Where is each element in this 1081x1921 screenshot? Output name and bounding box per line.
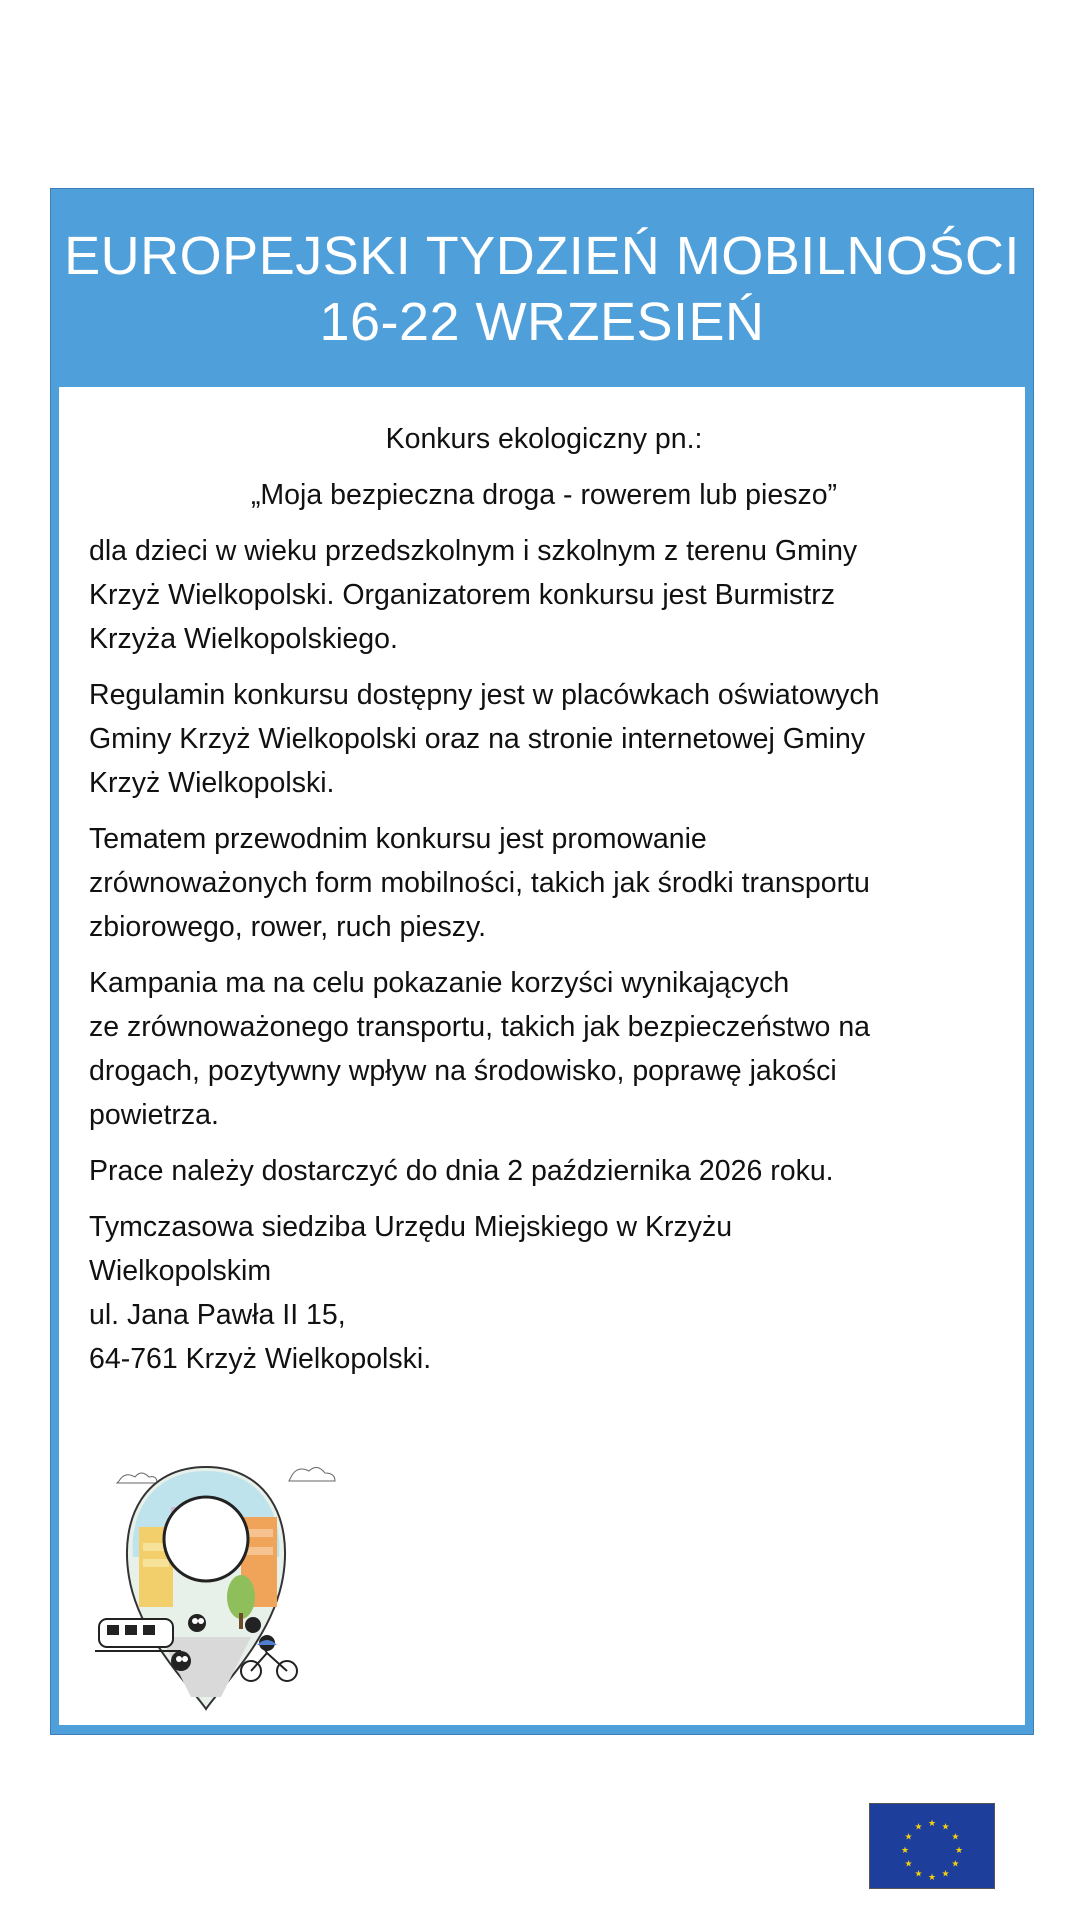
svg-text:★: ★ <box>900 1846 910 1856</box>
text-line: Regulamin konkursu dostępny jest w placówkach oświatowych <box>89 679 880 711</box>
contest-intro: Konkurs ekologiczny pn.: <box>385 423 703 455</box>
title-line-1: EUROPEJSKI TYDZIEŃ MOBILNOŚCI <box>64 226 1020 286</box>
svg-text:★: ★ <box>904 1832 913 1843</box>
text-line: Gminy Krzyż Wielkopolski oraz na stronie internetowej Gminy <box>89 723 866 755</box>
text-line: Krzyż Wielkopolski. Organizatorem konkursu jest Burmistrz <box>89 579 835 611</box>
title-line-2: 16-22 WRZESIEŃ <box>319 292 765 352</box>
address-line: ul. Jana Pawła II 15, <box>89 1299 346 1331</box>
text-line: Tematem przewodnim konkursu jest promowanie <box>89 823 707 855</box>
address-line: Tymczasowa siedziba Urzędu Miejskiego w Krzyżu <box>89 1211 733 1243</box>
svg-text:★: ★ <box>951 1832 960 1843</box>
text-line: ze zrównoważonego transportu, takich jak bezpieczeństwo na <box>89 1011 871 1043</box>
address-line: 64-761 Krzyż Wielkopolski. <box>89 1343 432 1375</box>
text-line: drogach, pozytywny wpływ na środowisko, poprawę jakości <box>89 1055 837 1087</box>
paragraph-participants <box>89 529 999 661</box>
svg-text:★: ★ <box>904 1859 913 1870</box>
paragraph-deadline <box>89 1149 999 1193</box>
text-line: zbiorowego, rower, ruch pieszy. <box>89 911 487 943</box>
eu-flag-icon <box>869 1803 995 1889</box>
svg-text:★: ★ <box>941 1869 950 1880</box>
svg-text:★: ★ <box>914 1822 923 1833</box>
svg-text:★: ★ <box>927 1873 937 1883</box>
text-line: powietrza. <box>89 1099 219 1131</box>
address-line: Wielkopolskim <box>89 1255 272 1287</box>
svg-text:★: ★ <box>954 1846 964 1856</box>
text-line: Prace należy dostarczyć do dnia 2 października 2026 roku. <box>89 1155 834 1187</box>
paragraph-campaign <box>89 961 999 1137</box>
paragraph-theme <box>89 817 999 949</box>
contest-name: „Moja bezpieczna droga - rowerem lub pieszo” <box>250 479 838 511</box>
text-line: Krzyż Wielkopolski. <box>89 767 335 799</box>
poster-header <box>51 189 1033 387</box>
svg-text:★: ★ <box>941 1822 950 1833</box>
svg-text:★: ★ <box>927 1819 937 1829</box>
text-line: zrównoważonych form mobilności, takich jak środki transportu <box>89 867 870 899</box>
svg-text:★: ★ <box>914 1869 923 1880</box>
mobility-pin-illustration-icon <box>91 1447 351 1717</box>
poster-content <box>59 387 1025 1883</box>
address-block <box>89 1205 999 1381</box>
text-line: Kampania ma na celu pokazanie korzyści wynikających <box>89 967 790 999</box>
poster <box>50 188 1034 1883</box>
text-line: dla dzieci w wieku przedszkolnym i szkolnym z terenu Gminy <box>89 535 858 567</box>
svg-text:★: ★ <box>951 1859 960 1870</box>
paragraph-rules <box>89 673 999 805</box>
body-text <box>89 417 999 1393</box>
text-line: Krzyża Wielkopolskiego. <box>89 623 398 655</box>
